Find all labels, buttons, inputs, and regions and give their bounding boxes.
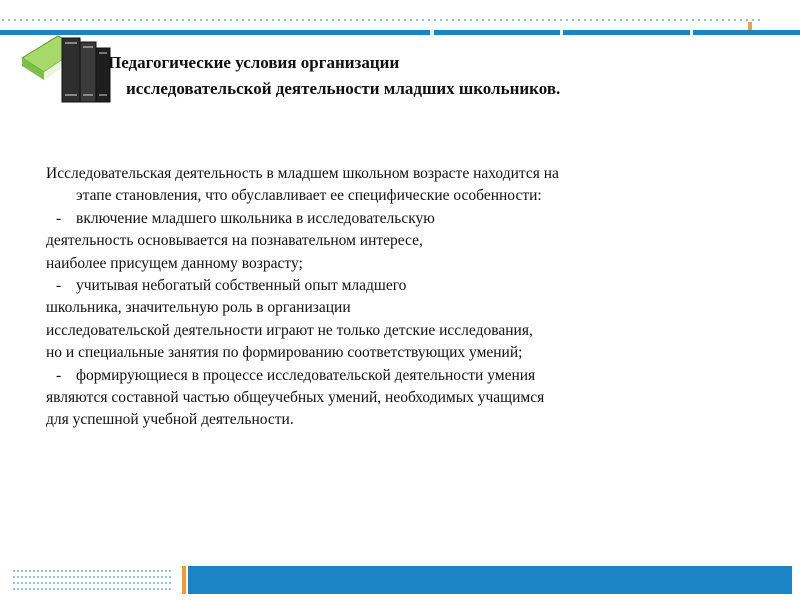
bullet-1 xyxy=(46,208,746,230)
title-line-2: исследовательской деятельности младших школьников. xyxy=(126,79,561,98)
bullet-3 xyxy=(46,365,746,387)
bottom-dotted-pattern xyxy=(12,568,172,594)
bullet-2-line-1: учитывая небогатый собственный опыт младшего xyxy=(76,277,407,295)
bullet-2-line-2: школьника, значительную роль в организации xyxy=(46,299,351,317)
title-line-1: Педагогические условия организации xyxy=(108,53,400,72)
bullet-1-line-3: наиболее присущем данному возрасту; xyxy=(46,254,303,272)
bullet-marker: - xyxy=(56,277,62,295)
bullet-1-line-2: деятельность основывается на познавательном интересе, xyxy=(46,232,423,250)
bottom-orange-accent xyxy=(182,566,186,594)
slide-body xyxy=(46,163,746,432)
bullet-2 xyxy=(46,275,746,297)
bullet-1-line-1: включение младшего школьника в исследовательскую xyxy=(76,209,435,227)
top-dotted-line xyxy=(0,18,760,22)
bullet-marker: - xyxy=(56,366,62,384)
bullet-2-line-4: но и специальные занятия по формированию соответствующих умений; xyxy=(46,344,523,362)
bottom-blue-bar xyxy=(188,566,792,594)
bullet-2-line-3: исследовательской деятельности играют не только детские исследования, xyxy=(46,321,533,339)
slide-title xyxy=(108,50,728,102)
bullet-marker: - xyxy=(56,209,62,227)
bullet-3-line-1: формирующиеся в процессе исследовательской деятельности умения xyxy=(76,366,536,384)
bullet-3-line-2: являются составной частью общеучебных умений, необходимых учащимся xyxy=(46,389,545,407)
bullet-3-line-3: для успешной учебной деятельности. xyxy=(46,411,294,429)
intro-line-1: Исследовательская деятельность в младшем школьном возрасте находится на xyxy=(46,165,559,182)
intro-line-2: этапе становления, что обуславливает ее специфические особенности: xyxy=(76,187,542,205)
